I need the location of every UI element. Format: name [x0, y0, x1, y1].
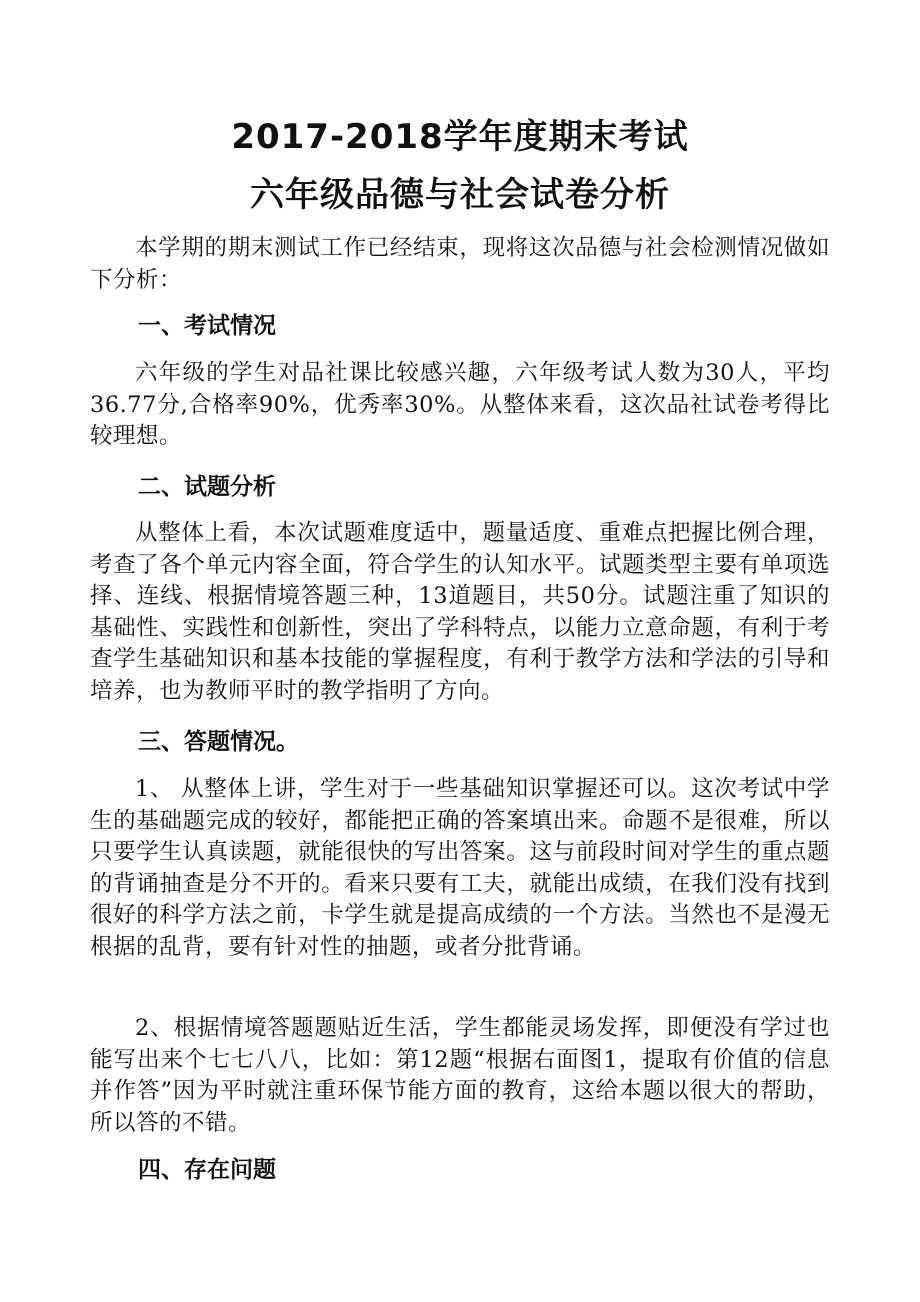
- section-heading-answer-situation: 三、答题情况。: [138, 729, 299, 755]
- document-title: 2017-2018学年度期末考试: [231, 117, 689, 157]
- document-subtitle: 六年级品德与社会试卷分析: [250, 175, 670, 215]
- section-heading-existing-problems: 四、存在问题: [138, 1157, 276, 1183]
- section-heading-question-analysis: 二、试题分析: [138, 474, 276, 500]
- answer-item-2-paragraph: 2、根据情境答题题贴近生活，学生都能灵场发挥，即便没有学过也能写出来个七七八八，比如：第12题“根据右面图1，提取有价值的信息并作答”因为平时就注重环保节能方面的教育，这给本题以很大的帮助，所以答的不错。: [90, 1015, 830, 1136]
- answer-item-1-paragraph: 1、 从整体上讲，学生对于一些基础知识掌握还可以。这次考试中学生的基础题完成的较好，都能把正确的答案填出来。命题不是很难，所以只要学生认真读题，就能很快的写出答案。这与前段时间对学生的重点题的背诵抽查是分不开的。看来只要有工夫，就能出成绩，在我们没有找到很好的科学方法之前，卡学生就是提高成绩的一个方法。当然也不是漫无根据的乱背，要有针对性的抽题，或者分批背诵。: [90, 776, 830, 960]
- intro-paragraph: 本学期的期末测试工作已经结束，现将这次品德与社会检测情况做如下分析：: [90, 235, 830, 293]
- section-heading-exam-situation: 一、考试情况: [138, 313, 276, 339]
- exam-situation-paragraph: 六年级的学生对品社课比较感兴趣，六年级考试人数为30人，平均36.77分,合格率90%，优秀率30%。从整体来看，这次品社试卷考得比较理想。: [90, 360, 830, 449]
- question-analysis-paragraph: 从整体上看，本次试题难度适中，题量适度、重难点把握比例合理，考查了各个单元内容全面，符合学生的认知水平。试题类型主要有单项选择、连线、根据情境答题三种，13道题目，共50分。试题注重了知识的基础性、实践性和创新性，突出了学科特点，以能力立意命题，有利于考查学生基础知识和基本技能的掌握程度，有利于教学方法和学法的引导和培养，也为教师平时的教学指明了方向。: [90, 520, 830, 704]
